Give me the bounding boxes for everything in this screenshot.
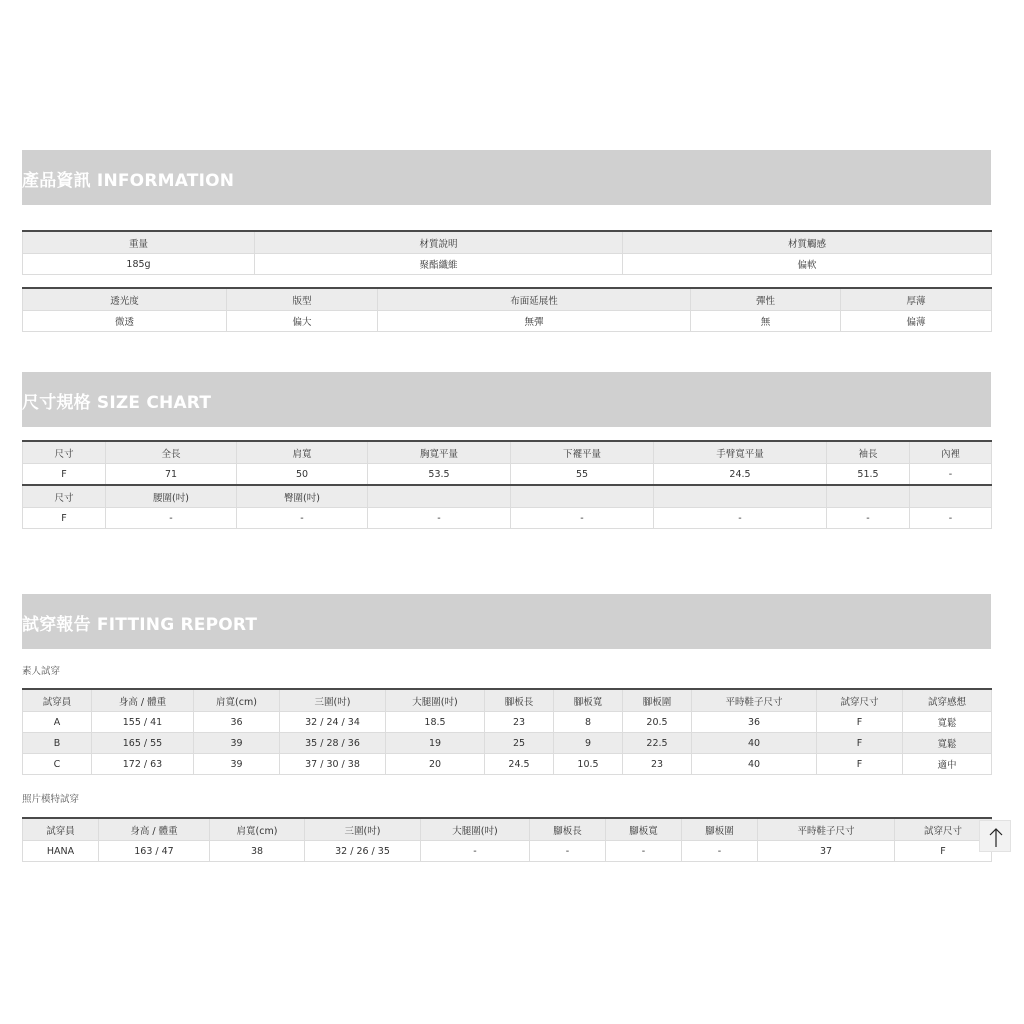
header-cell: 試穿感想 [903,689,992,712]
size-chart-table [22,440,992,529]
table-cell: B [23,733,92,754]
section-title-information: 產品資訊 INFORMATION [22,171,235,191]
table-cell: - [421,841,530,862]
table-cell: 32 / 24 / 34 [280,712,386,733]
header-cell: 全長 [106,441,237,464]
table-cell: 偏軟 [623,254,992,275]
table-cell: F [817,712,903,733]
table-cell: 18.5 [386,712,485,733]
table-cell: 偏薄 [841,311,992,332]
table-cell: 39 [194,754,280,775]
table-header-row [23,231,992,254]
table-cell: 25 [485,733,554,754]
header-cell: 平時鞋子尺寸 [692,689,817,712]
section-title-size-chart: 尺寸規格 SIZE CHART [22,393,212,413]
table-cell: 24.5 [654,464,827,486]
header-cell: 重量 [23,231,255,254]
table-cell: 165 / 55 [92,733,194,754]
header-cell: 內裡 [910,441,992,464]
header-cell: 腰圍(吋) [106,485,237,508]
table-cell: F [817,754,903,775]
header-cell: 身高 / 體重 [92,689,194,712]
table-cell: - [910,464,992,486]
table-cell: 微透 [23,311,227,332]
table-cell: - [910,508,992,529]
table-cell: 聚酯纖維 [255,254,623,275]
table-row [23,311,992,332]
table-cell: 39 [194,733,280,754]
header-cell: 腳板寬 [554,689,623,712]
table-header-row [23,441,992,464]
header-cell: 試穿員 [23,689,92,712]
amateur-fitting-table [22,688,992,775]
table-cell: F [895,841,992,862]
header-cell: 三圍(吋) [280,689,386,712]
header-cell: 試穿尺寸 [817,689,903,712]
header-cell: 試穿員 [23,818,99,841]
table-cell: - [654,508,827,529]
table-cell: 適中 [903,754,992,775]
table-row [23,841,992,862]
header-cell: 臀圍(吋) [237,485,368,508]
table-cell: 19 [386,733,485,754]
table-row [23,464,992,486]
header-cell: 大腿圍(吋) [386,689,485,712]
table-cell: 10.5 [554,754,623,775]
table-cell: - [682,841,758,862]
table-cell: F [23,508,106,529]
table-cell: F [817,733,903,754]
header-cell: 透光度 [23,288,227,311]
table-cell: 53.5 [368,464,511,486]
header-cell: 腳板長 [485,689,554,712]
table-cell: F [23,464,106,486]
model-fitting-table [22,817,992,862]
table-cell: - [530,841,606,862]
table-cell: - [606,841,682,862]
header-cell: 腳板圍 [623,689,692,712]
table-row [23,712,992,733]
table-cell: - [368,508,511,529]
info-table-1 [22,230,992,275]
table-cell: 22.5 [623,733,692,754]
table-cell: 40 [692,754,817,775]
header-cell: 腳板圍 [682,818,758,841]
header-cell: 尺寸 [23,485,106,508]
table-cell: 23 [623,754,692,775]
table-cell: 155 / 41 [92,712,194,733]
header-cell: 尺寸 [23,441,106,464]
table-cell: 24.5 [485,754,554,775]
section-header-information [22,150,991,205]
section-header-fitting-report [22,594,991,649]
table-cell: 185g [23,254,255,275]
table-header-row [23,485,992,508]
section-header-size-chart [22,372,991,427]
table-cell: 40 [692,733,817,754]
back-to-top-button[interactable] [979,820,1011,852]
amateur-fitting-label: 素人試穿 [22,666,61,677]
table-cell: 9 [554,733,623,754]
table-cell: 172 / 63 [92,754,194,775]
table-cell: 163 / 47 [99,841,210,862]
table-cell: - [511,508,654,529]
table-cell: - [237,508,368,529]
header-cell [910,485,992,508]
table-cell: - [106,508,237,529]
table-cell: 寬鬆 [903,733,992,754]
table-cell: 50 [237,464,368,486]
header-cell: 材質說明 [255,231,623,254]
header-cell: 材質觸感 [623,231,992,254]
table-row [23,754,992,775]
table-cell: 偏大 [227,311,378,332]
table-row [23,508,992,529]
header-cell: 彈性 [691,288,841,311]
header-cell: 大腿圍(吋) [421,818,530,841]
table-cell: 35 / 28 / 36 [280,733,386,754]
header-cell: 袖長 [827,441,910,464]
table-cell: 51.5 [827,464,910,486]
header-cell: 身高 / 體重 [99,818,210,841]
header-cell [827,485,910,508]
table-header-row [23,689,992,712]
header-cell: 三圍(吋) [305,818,421,841]
header-cell: 下襬平量 [511,441,654,464]
table-cell: 無 [691,311,841,332]
header-cell: 肩寬(cm) [210,818,305,841]
header-cell: 試穿尺寸 [895,818,992,841]
header-cell: 平時鞋子尺寸 [758,818,895,841]
table-cell: A [23,712,92,733]
header-cell: 腳板寬 [606,818,682,841]
header-cell [654,485,827,508]
table-cell: 36 [194,712,280,733]
table-cell: 32 / 26 / 35 [305,841,421,862]
table-cell: 37 [758,841,895,862]
header-cell: 手臂寬平量 [654,441,827,464]
table-cell: 71 [106,464,237,486]
header-cell: 胸寬平量 [368,441,511,464]
table-row [23,254,992,275]
table-header-row [23,818,992,841]
table-cell: 23 [485,712,554,733]
table-header-row [23,288,992,311]
model-fitting-label: 照片模特試穿 [22,794,80,805]
table-cell: HANA [23,841,99,862]
table-cell: - [827,508,910,529]
header-cell [511,485,654,508]
table-cell: C [23,754,92,775]
info-table-2 [22,287,992,332]
table-row [23,733,992,754]
table-cell: 36 [692,712,817,733]
table-cell: 8 [554,712,623,733]
table-cell: 38 [210,841,305,862]
table-cell: 20.5 [623,712,692,733]
header-cell: 厚薄 [841,288,992,311]
table-cell: 無彈 [378,311,691,332]
table-cell: 37 / 30 / 38 [280,754,386,775]
table-cell: 55 [511,464,654,486]
header-cell: 版型 [227,288,378,311]
table-cell: 20 [386,754,485,775]
table-cell: 寬鬆 [903,712,992,733]
section-title-fitting-report: 試穿報告 FITTING REPORT [22,615,258,635]
header-cell: 腳板長 [530,818,606,841]
arrow-up-icon [980,821,1012,853]
header-cell [368,485,511,508]
header-cell: 布面延展性 [378,288,691,311]
header-cell: 肩寬(cm) [194,689,280,712]
header-cell: 肩寬 [237,441,368,464]
